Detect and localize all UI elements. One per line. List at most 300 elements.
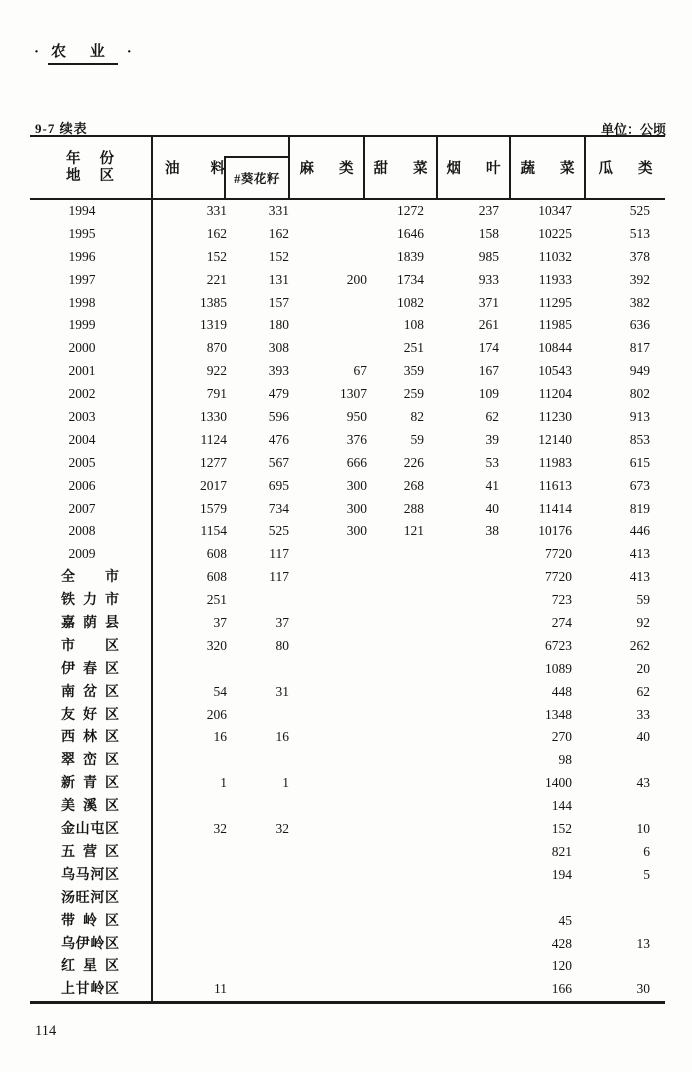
value-cell: 666 [346,454,367,470]
tobacco-label-text: 烟 叶 [446,161,501,177]
row-label-text: 西林区 [61,730,119,746]
value-cell [367,681,424,705]
row-label-cell [30,704,153,728]
value-cell [572,910,650,934]
value-cell: 300 [346,477,367,493]
value-cell: 300 [346,500,367,516]
value-cell [367,887,424,911]
value-cell: 162 [206,225,227,241]
value-cell: 1839 [397,248,424,264]
value-cell [424,543,499,566]
table-row [30,589,665,612]
value-cell [153,933,227,957]
value-cell: 80 [275,637,289,653]
row-label-text: 红星区 [61,959,119,975]
value-cell: 10347 [538,203,572,218]
value-cell: 54 [213,683,227,699]
value-cell [289,795,367,819]
value-cell: 1089 [545,660,572,676]
value-cell [153,887,227,911]
value-cell: 378 [629,248,650,264]
value-cell [289,978,367,1002]
row-label-text: 全市 [61,570,119,586]
value-cell [424,887,499,911]
value-cell [424,933,499,957]
value-cell [424,704,499,728]
row-label-text: 2008 [68,523,96,539]
table-row [30,452,665,475]
section-title [34,40,132,65]
value-cell [289,704,367,728]
value-cell: 53 [485,454,499,470]
value-cell [367,589,424,613]
value-cell: 32 [275,821,289,837]
value-cell [289,612,367,636]
value-cell: 157 [268,294,289,310]
value-cell: 206 [206,706,227,722]
table-row [30,543,665,566]
value-cell: 40 [485,500,499,516]
row-label-cell [30,475,153,498]
value-cell: 38 [485,523,499,539]
value-cell: 636 [629,317,650,333]
value-cell: 20 [636,660,650,676]
value-cell [153,795,227,819]
value-cell [367,635,424,659]
value-cell [499,887,572,911]
table-row [30,406,665,429]
table-row [30,978,665,1001]
value-cell: 62 [636,683,650,699]
table-caption: 9-7 续表 [35,121,88,136]
value-cell: 308 [268,340,289,356]
value-cell [289,337,367,360]
table-row [30,795,665,818]
row-label-text: 1998 [68,294,96,310]
table-row [30,360,665,383]
value-cell [367,749,424,773]
value-cell: 10 [636,821,650,837]
value-cell: 1400 [545,775,572,791]
column-header-vegetables [511,137,586,198]
value-cell [367,658,424,682]
value-cell: 11230 [538,409,572,425]
value-cell [289,681,367,705]
value-cell: 821 [551,843,572,859]
table-body [30,200,665,1001]
value-cell: 382 [629,294,650,310]
sugar-beet-label-text: 甜 菜 [373,161,428,177]
table-row [30,704,665,727]
value-cell [424,749,499,773]
value-cell: 43 [636,775,650,791]
row-label-text: 2007 [68,500,96,516]
row-label-text: 2003 [68,409,96,425]
table-row [30,520,665,543]
column-header-oil-crops [153,137,290,198]
value-cell [289,246,367,269]
value-cell: 16 [275,729,289,745]
row-label-text: 美溪区 [61,799,119,815]
table-header-row [30,137,665,200]
value-cell: 913 [629,409,650,425]
value-cell [289,910,367,934]
row-label-cell [30,933,153,957]
row-label-cell [30,498,153,521]
row-label-text: 2005 [68,454,96,470]
value-cell [153,910,227,934]
value-cell: 109 [478,386,499,402]
table-row [30,429,665,452]
value-cell [424,864,499,888]
value-cell: 152 [551,821,572,837]
value-cell: 11985 [538,317,572,333]
value-cell: 1272 [397,203,424,218]
table-row [30,383,665,406]
corner-header-line1: 年 份 [66,150,114,167]
value-cell [289,772,367,796]
value-cell: 39 [485,431,499,447]
value-cell: 167 [478,363,499,379]
value-cell: 288 [403,500,424,516]
value-cell: 413 [629,546,650,562]
column-header-sugar-beet [365,137,438,198]
row-label-cell [30,292,153,315]
row-label-text: 市区 [61,638,119,654]
value-cell [424,726,499,750]
row-label-cell [30,589,153,613]
value-cell [289,223,367,246]
row-label-text: 嘉荫县 [61,616,119,632]
value-cell: 933 [478,271,499,287]
value-cell: 5 [643,866,650,882]
value-cell: 251 [403,340,424,356]
row-label-text: 带岭区 [61,913,119,929]
value-cell: 194 [551,866,572,882]
value-cell: 376 [346,431,367,447]
value-cell: 428 [551,935,572,951]
value-cell: 62 [485,409,499,425]
row-label-cell [30,406,153,429]
row-label-cell [30,337,153,360]
value-cell: 59 [636,592,650,608]
table-row [30,864,665,887]
table-row [30,772,665,795]
value-cell: 11 [214,981,227,997]
value-cell: 221 [206,271,227,287]
row-label-cell [30,452,153,475]
row-label-text: 2006 [68,477,96,493]
table-row [30,246,665,269]
row-label-text: 上甘岭区 [61,982,119,998]
value-cell: 131 [268,271,289,287]
value-cell [367,978,424,1002]
value-cell [289,933,367,957]
value-cell: 1330 [200,409,227,425]
value-cell: 117 [269,569,289,585]
value-cell [227,749,289,773]
value-cell: 152 [268,248,289,264]
value-cell [227,978,289,1002]
value-cell: 1154 [200,523,227,539]
value-cell [424,635,499,659]
value-cell: 237 [478,203,499,218]
value-cell [367,818,424,842]
value-cell: 1124 [200,431,227,447]
value-cell [367,795,424,819]
row-label-text: 1994 [68,203,96,218]
row-label-text: 友好区 [61,707,119,723]
value-cell [424,818,499,842]
value-cell [289,887,367,911]
row-label-text: 金山屯区 [61,822,119,838]
value-cell: 1348 [545,706,572,722]
value-cell: 11204 [538,386,572,402]
value-cell: 1579 [200,500,227,516]
value-cell: 41 [485,477,499,493]
value-cell: 121 [403,523,424,539]
value-cell: 11933 [538,271,572,287]
row-label-cell [30,726,153,750]
value-cell [572,795,650,819]
value-cell: 392 [629,271,650,287]
value-cell: 13 [636,935,650,951]
value-cell [572,887,650,911]
value-cell: 180 [268,317,289,333]
table-row [30,933,665,956]
column-header-sunflower-seed [224,156,288,198]
value-cell: 1307 [340,386,367,402]
value-cell: 1385 [200,294,227,310]
value-cell: 162 [268,225,289,241]
value-cell [227,795,289,819]
value-cell: 40 [636,729,650,745]
value-cell: 33 [636,706,650,722]
value-cell: 1277 [200,454,227,470]
value-cell: 16 [213,729,227,745]
row-label-cell [30,246,153,269]
value-cell: 949 [629,363,650,379]
value-cell [424,955,499,979]
value-cell: 802 [629,386,650,402]
value-cell: 2017 [200,477,227,493]
value-cell: 853 [629,431,650,447]
value-cell: 7720 [545,546,572,562]
row-label-text: 新青区 [61,776,119,792]
value-cell: 12140 [538,431,572,447]
value-cell: 446 [629,523,650,539]
table-row [30,612,665,635]
value-cell: 300 [346,523,367,539]
row-label-cell [30,910,153,934]
table-row [30,498,665,521]
row-label-cell [30,818,153,842]
value-cell: 10543 [538,363,572,379]
value-cell: 359 [403,363,424,379]
row-label-cell [30,360,153,383]
value-cell [367,612,424,636]
value-cell: 320 [206,637,227,653]
row-label-cell [30,269,153,292]
value-cell [424,589,499,613]
value-cell [367,910,424,934]
value-cell [367,864,424,888]
value-cell: 615 [629,454,650,470]
value-cell [289,589,367,613]
value-cell [227,589,289,613]
value-cell: 120 [551,958,572,974]
value-cell [424,978,499,1002]
row-label-text: 汤旺河区 [61,890,119,906]
row-label-text: 南岔区 [61,684,119,700]
row-label-text: 乌马河区 [61,867,119,883]
value-cell: 448 [551,683,572,699]
value-cell: 45 [558,912,572,928]
value-cell: 734 [268,500,289,516]
value-cell [289,841,367,865]
value-cell [367,566,424,590]
value-cell [227,887,289,911]
oil-crops-label [165,137,225,198]
value-cell: 479 [268,386,289,402]
value-cell: 817 [629,340,650,356]
column-header-melons [586,137,665,198]
value-cell [289,292,367,315]
value-cell: 31 [275,683,289,699]
value-cell: 6 [643,843,650,859]
value-cell [572,749,650,773]
value-cell [367,933,424,957]
value-cell [289,726,367,750]
value-cell: 11414 [538,500,572,516]
table-row [30,726,665,749]
row-label-text: 翠峦区 [61,753,119,769]
value-cell [572,955,650,979]
row-label-text: 2004 [68,431,96,447]
row-label-text: 2002 [68,386,96,402]
value-cell: 152 [206,248,227,264]
fiber-crops-label-text: 麻 类 [299,161,354,177]
table-row [30,658,665,681]
value-cell: 7720 [545,569,572,585]
value-cell: 331 [268,203,289,218]
value-cell [289,864,367,888]
table-row [30,887,665,910]
value-cell: 870 [206,340,227,356]
value-cell: 476 [268,431,289,447]
value-cell: 11983 [538,454,572,470]
value-cell [367,841,424,865]
column-header-fiber-crops [290,137,365,198]
row-label-cell [30,383,153,406]
table-row [30,223,665,246]
table-row [30,292,665,315]
value-cell [227,704,289,728]
value-cell: 393 [268,363,289,379]
value-cell [227,841,289,865]
value-cell: 200 [346,271,367,287]
value-cell [424,841,499,865]
row-label-cell [30,681,153,705]
row-label-text: 1997 [68,271,96,287]
row-label-cell [30,612,153,636]
row-label-text: 1995 [68,225,96,241]
value-cell: 791 [206,386,227,402]
row-label-cell [30,772,153,796]
value-cell: 1 [282,775,289,791]
table-row [30,475,665,498]
value-cell [153,749,227,773]
value-cell [289,635,367,659]
value-cell: 608 [206,569,227,585]
value-cell: 30 [636,981,650,997]
statistics-table [30,135,665,1004]
sunflower-seed-label-text: #葵花籽 [234,172,280,186]
table-row [30,910,665,933]
value-cell [227,933,289,957]
value-cell: 37 [213,615,227,631]
section-title-text: 农 业 [48,40,118,65]
table-row [30,749,665,772]
value-cell [424,772,499,796]
row-label-cell [30,864,153,888]
table-row [30,314,665,337]
row-label-cell [30,429,153,452]
value-cell [153,955,227,979]
value-cell: 11613 [538,477,572,493]
value-cell: 371 [478,294,499,310]
value-cell: 1 [220,775,227,791]
page-number: 114 [35,1023,57,1039]
value-cell: 525 [629,203,650,218]
value-cell: 608 [206,546,227,562]
value-cell: 174 [478,340,499,356]
value-cell: 144 [551,798,572,814]
row-label-cell [30,543,153,566]
value-cell: 10225 [538,225,572,241]
corner-header-line2: 地 区 [66,167,114,184]
value-cell: 1319 [200,317,227,333]
value-cell: 98 [558,752,572,768]
value-cell: 525 [268,523,289,539]
value-cell [424,795,499,819]
value-cell [424,566,499,590]
value-cell [424,681,499,705]
corner-header-cell [30,137,153,198]
table-row [30,269,665,292]
table-row [30,337,665,360]
value-cell: 32 [213,821,227,837]
value-cell: 37 [275,615,289,631]
value-cell: 262 [629,637,650,653]
row-label-cell [30,955,153,979]
value-cell: 268 [403,477,424,493]
value-cell: 11032 [538,248,572,264]
value-cell [289,818,367,842]
value-cell [227,955,289,979]
value-cell [367,543,424,566]
oil-crops-label-text: 油 料 [165,161,225,177]
value-cell: 270 [551,729,572,745]
column-header-tobacco [438,137,511,198]
value-cell: 226 [403,454,424,470]
row-label-cell [30,314,153,337]
row-label-text: 乌伊岭区 [61,936,119,952]
value-cell [367,726,424,750]
value-cell [424,658,499,682]
row-label-cell [30,223,153,246]
value-cell [153,658,227,682]
